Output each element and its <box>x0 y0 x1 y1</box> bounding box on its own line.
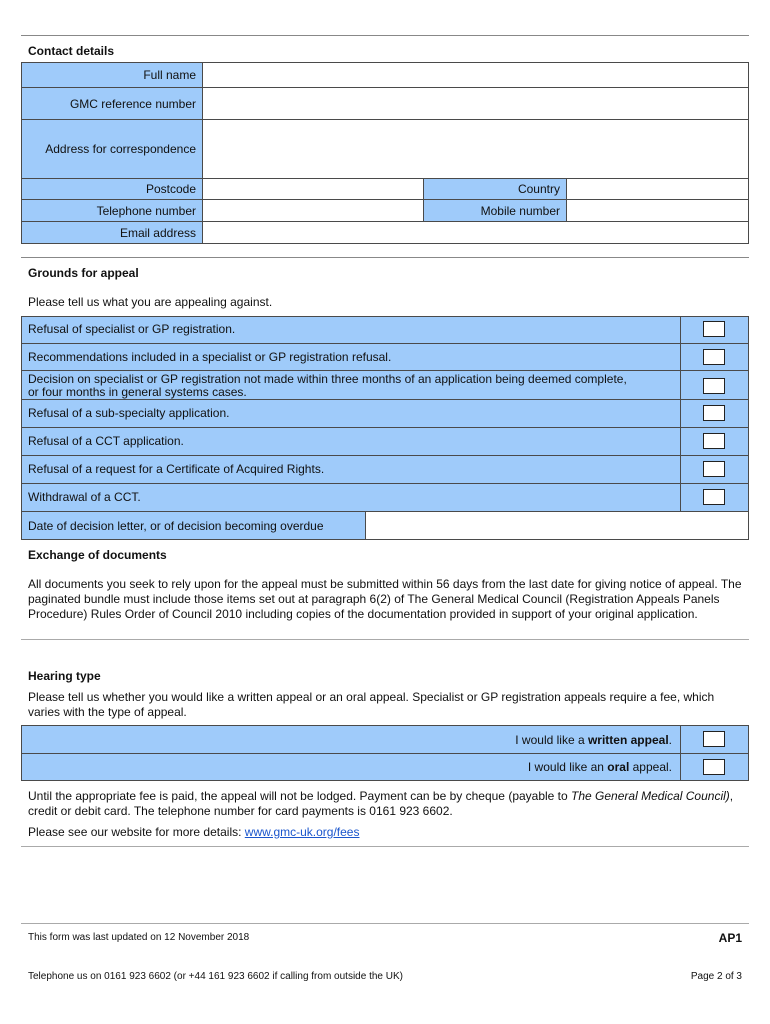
postcode-field[interactable] <box>202 178 424 200</box>
gmc-reference-label: GMC reference number <box>21 87 203 120</box>
written-appeal-label: I would like a written appeal. <box>515 733 672 747</box>
page-number: Page 2 of 3 <box>690 971 742 982</box>
form-code: AP1 <box>718 931 742 945</box>
mobile-field[interactable] <box>566 199 749 222</box>
grounds-option-checkbox[interactable] <box>703 349 725 365</box>
grounds-option-label: Refusal of specialist or GP registration. <box>28 322 236 336</box>
grounds-option-label: Refusal of a sub-specialty application. <box>28 406 230 420</box>
exchange-heading: Exchange of documents <box>28 548 167 562</box>
grounds-option-checkbox[interactable] <box>703 321 725 337</box>
footer-divider <box>21 923 749 924</box>
grounds-intro: Please tell us what you are appealing against. <box>28 295 273 309</box>
address-field[interactable] <box>202 119 749 179</box>
fees-website-link[interactable]: www.gmc-uk.org/fees <box>244 825 360 839</box>
hearing-heading: Hearing type <box>28 669 101 683</box>
email-label: Email address <box>21 221 203 244</box>
grounds-option-label: Refusal of a CCT application. <box>28 434 184 448</box>
website-note: Please see our website for more details: www.gmc-uk.org/fees <box>28 825 360 839</box>
decision-date-field[interactable] <box>365 511 749 540</box>
hearing-intro: Please tell us whether you would like a written appeal or an oral appeal. Specialist or GP registration appeals require a fee, which varies with the type of appeal. <box>28 690 715 719</box>
grounds-divider <box>21 257 749 258</box>
grounds-option-checkbox[interactable] <box>703 461 725 477</box>
contact-heading: Contact details <box>28 44 115 58</box>
email-field[interactable] <box>202 221 749 244</box>
written-appeal-checkbox[interactable] <box>703 731 725 747</box>
grounds-option-label: Refusal of a request for a Certificate of Acquired Rights. <box>28 462 325 476</box>
country-field[interactable] <box>566 178 749 200</box>
top-divider <box>21 35 749 36</box>
grounds-option-label: Withdrawal of a CCT. <box>28 490 141 504</box>
grounds-option-checkbox[interactable] <box>703 489 725 505</box>
address-label: Address for correspondence <box>21 119 203 179</box>
decision-date-label: Date of decision letter, or of decision becoming overdue <box>21 511 366 540</box>
grounds-option-label: Decision on specialist or GP registration not made within three months of an application being deemed complete, or four months in general systems cases. <box>28 372 627 399</box>
oral-appeal-label: I would like an oral appeal. <box>527 760 672 774</box>
fee-note: Until the appropriate fee is paid, the appeal will not be lodged. Payment can be by cheque (payable to The General Medical Council), credit or debit card. The telephone number for card payments is 0161 923 6602. <box>28 789 734 818</box>
telephone-field[interactable] <box>202 199 424 222</box>
full-name-field[interactable] <box>202 62 749 88</box>
footer-telephone: Telephone us on 0161 923 6602 (or +44 161 923 6602 if calling from outside the UK) <box>28 971 403 982</box>
grounds-heading: Grounds for appeal <box>28 266 139 280</box>
exchange-body: All documents you seek to rely upon for the appeal must be submitted within 56 days from the last date for giving notice of appeal. The paginated bundle must include those items set out at paragraph 6(2) of The General Medical Council (Registration Appeals Panels Procedure) Rules Order of Council 2010 including copies of the documentation provided in support of your original application. <box>28 577 742 621</box>
oral-appeal-checkbox[interactable] <box>703 759 725 775</box>
full-name-label: Full name <box>21 62 203 88</box>
country-label: Country <box>423 178 567 200</box>
grounds-option-checkbox[interactable] <box>703 405 725 421</box>
grounds-option-checkbox[interactable] <box>703 433 725 449</box>
grounds-option-checkbox[interactable] <box>703 378 725 394</box>
grounds-option-label: Recommendations included in a specialist or GP registration refusal. <box>28 350 392 364</box>
last-updated-note: This form was last updated on 12 November 2018 <box>28 932 250 943</box>
mobile-label: Mobile number <box>423 199 567 222</box>
exchange-divider <box>21 639 749 640</box>
telephone-label: Telephone number <box>21 199 203 222</box>
postcode-label: Postcode <box>21 178 203 200</box>
gmc-reference-field[interactable] <box>202 87 749 120</box>
hearing-divider <box>21 846 749 847</box>
